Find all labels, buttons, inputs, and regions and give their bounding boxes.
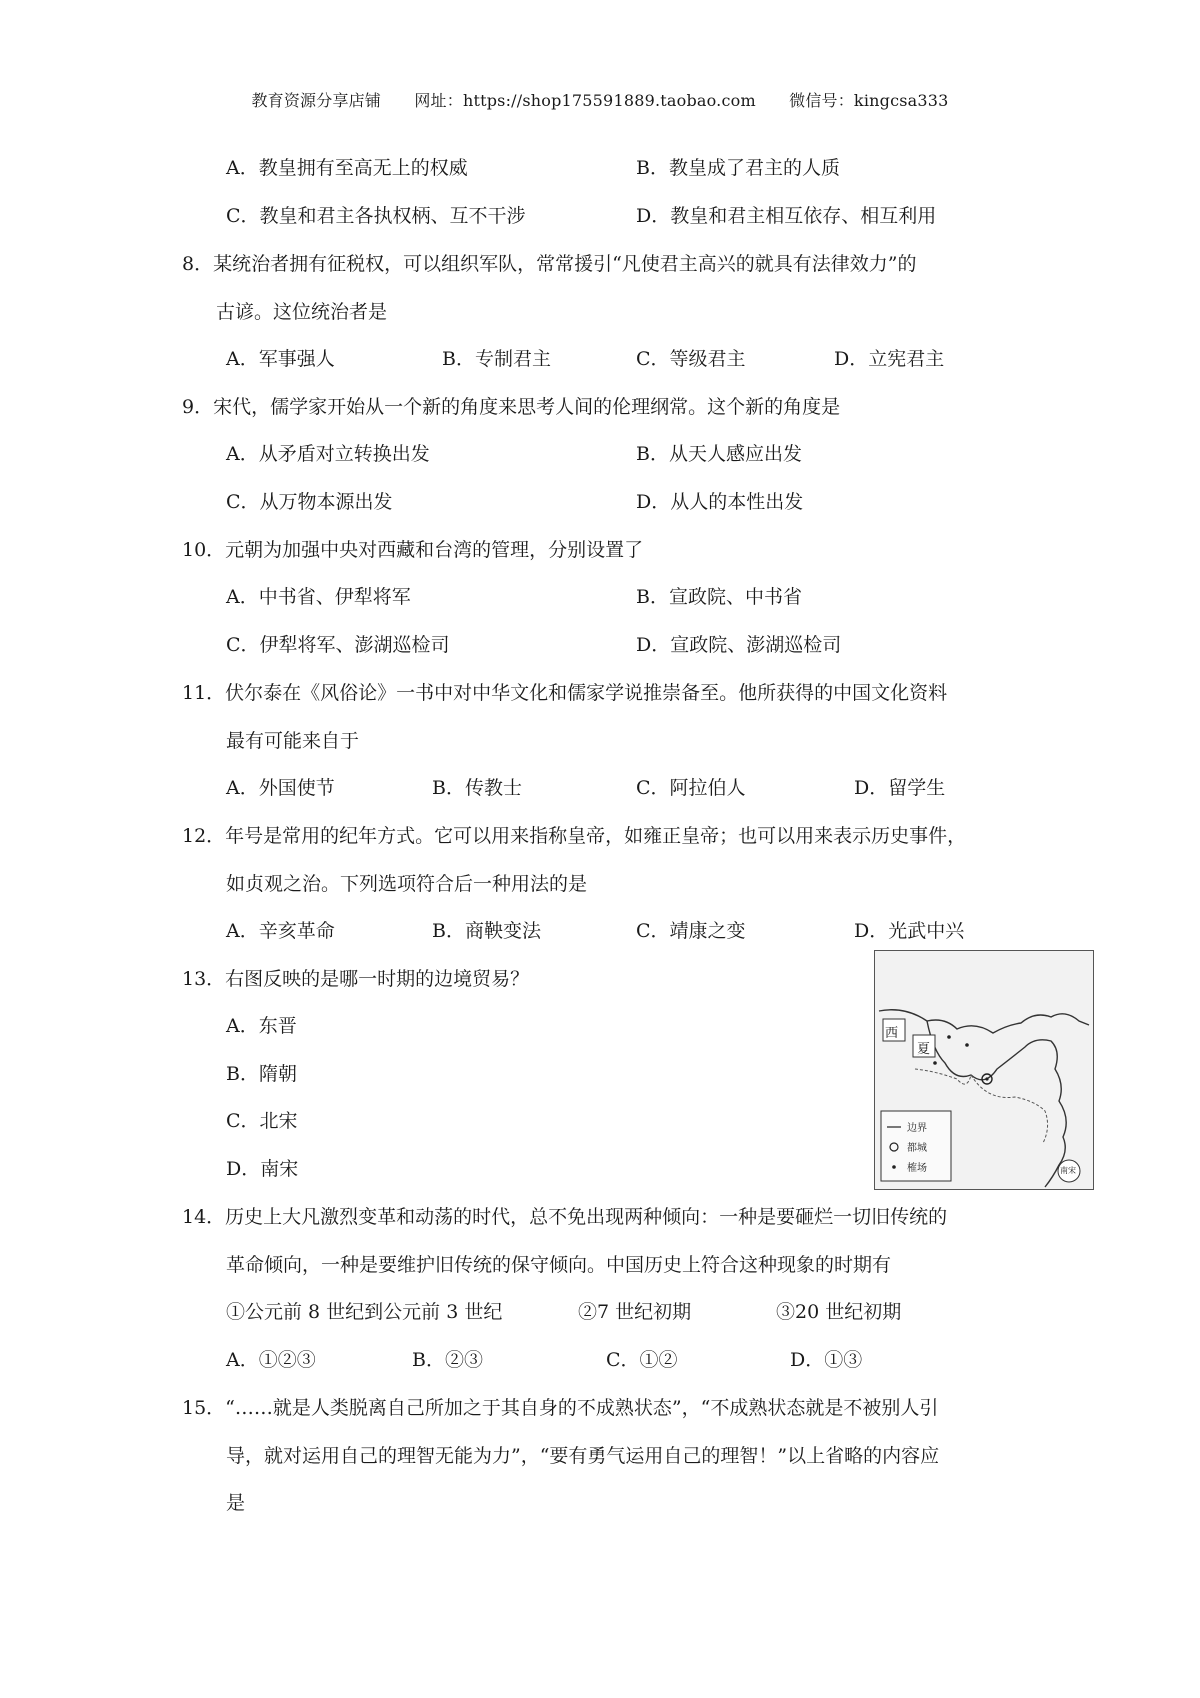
header-wechat: 微信号：kingcsa333 [789,91,949,110]
q9-option-a: A．从矛盾对立转换出发 [226,443,430,465]
q12-option-b: B．商鞅变法 [432,920,541,942]
q14-item-3: ③20 世纪初期 [776,1301,902,1323]
q13-map-figure [874,950,1094,1190]
q9-stem-line1: 9．宋代，儒学家开始从一个新的角度来思考人间的伦理纲常。这个新的角度是 [182,396,841,418]
q13-option-d: D．南宋 [226,1158,299,1180]
q14-option-d: D．①③ [790,1349,863,1371]
q11-option-a: A．外国使节 [226,777,335,799]
q10-option-a: A．中书省、伊犁将军 [226,586,411,608]
q7-option-b: B．教皇成了君主的人质 [636,157,840,179]
q8-stem-line1: 8．某统治者拥有征税权，可以组织军队，常常援引“凡使君主高兴的就具有法律效力”的 [182,253,917,275]
q9-option-c: C．从万物本源出发 [226,491,393,513]
map-legend-trade-post: 榷场 [907,1163,927,1174]
map-label-west: 西 [885,1026,899,1041]
q9-option-d: D．从人的本性出发 [636,491,804,513]
q8-option-a: A．军事强人 [226,348,335,370]
q13-stem-line1: 13．右图反映的是哪一时期的边境贸易？ [182,968,530,990]
q14-item-2: ②7 世纪初期 [578,1301,692,1323]
q8-option-d: D．立宪君主 [834,348,945,370]
q8-stem-line2: 古谚。这位统治者是 [216,301,388,323]
q14-option-c: C．①② [606,1349,678,1371]
q12-option-a: A．辛亥革命 [226,920,335,942]
q13-option-c: C．北宋 [226,1110,298,1132]
trade-post-marker-icon [933,1061,937,1065]
q10-option-c: C．伊犁将军、澎湖巡检司 [226,634,450,656]
map-corner-label: 南宋 [1060,1166,1076,1175]
trade-post-marker-icon [965,1043,969,1047]
q12-option-c: C．靖康之变 [636,920,746,942]
q14-stem-line2: 革命倾向，一种是要维护旧传统的保守倾向。中国历史上符合这种现象的时期有 [226,1254,892,1276]
page-header [0,88,1200,111]
q13-option-a: A．东晋 [226,1015,297,1037]
q14-item-1: ①公元前 8 世纪到公元前 3 世纪 [226,1301,503,1323]
q10-option-d: D．宣政院、澎湖巡检司 [636,634,842,656]
q10-option-b: B．宣政院、中书省 [636,586,802,608]
q11-stem-line2: 最有可能来自于 [226,730,360,752]
q11-stem-line1: 11．伏尔泰在《风俗论》一书中对中华文化和儒家学说推崇备至。他所获得的中国文化资料 [182,682,948,704]
q15-stem-line1: 15．“……就是人类脱离自己所加之于其自身的不成熟状态”，“不成熟状态就是不被别人引 [182,1397,939,1419]
q7-option-d: D．教皇和君主相互依存、相互利用 [636,205,937,227]
q12-stem-line2: 如贞观之治。下列选项符合后一种用法的是 [226,873,588,895]
map-legend-capital: 都城 [907,1143,927,1154]
q10-stem-line1: 10．元朝为加强中央对西藏和台湾的管理，分别设置了 [182,539,644,561]
q7-option-a: A．教皇拥有至高无上的权威 [226,157,468,179]
q11-option-d: D．留学生 [854,777,946,799]
q11-option-b: B．传教士 [432,777,522,799]
q8-option-b: B．专制君主 [442,348,551,370]
q13-option-b: B．隋朝 [226,1063,297,1085]
q14-option-b: B．②③ [412,1349,483,1371]
q12-option-d: D．光武中兴 [854,920,965,942]
header-shop: 教育资源分享店铺 [251,91,382,110]
trade-post-marker-icon [947,1035,951,1039]
q8-option-c: C．等级君主 [636,348,746,370]
q14-option-a: A．①②③ [226,1349,316,1371]
q15-stem-line3: 是 [226,1492,246,1514]
q11-option-c: C．阿拉伯人 [636,777,746,799]
header-site: 网址：https://shop175591889.taobao.com [414,91,756,110]
q12-stem-line1: 12．年号是常用的纪年方式。它可以用来指称皇帝，如雍正皇帝；也可以用来表示历史事件， [182,825,967,847]
q7-option-c: C．教皇和君主各执权柄、互不干涉 [226,205,526,227]
q14-stem-line1: 14．历史上大凡激烈变革和动荡的时代，总不免出现两种倾向：一种是要砸烂一切旧传统的 [182,1206,948,1228]
map-label-xia: 夏 [917,1042,931,1057]
map-legend-border: 边界 [907,1123,927,1134]
q15-stem-line2: 导，就对运用自己的理智无能为力”，“要有勇气运用自己的理智！”以上省略的内容应 [226,1445,940,1467]
q9-option-b: B．从天人感应出发 [636,443,802,465]
